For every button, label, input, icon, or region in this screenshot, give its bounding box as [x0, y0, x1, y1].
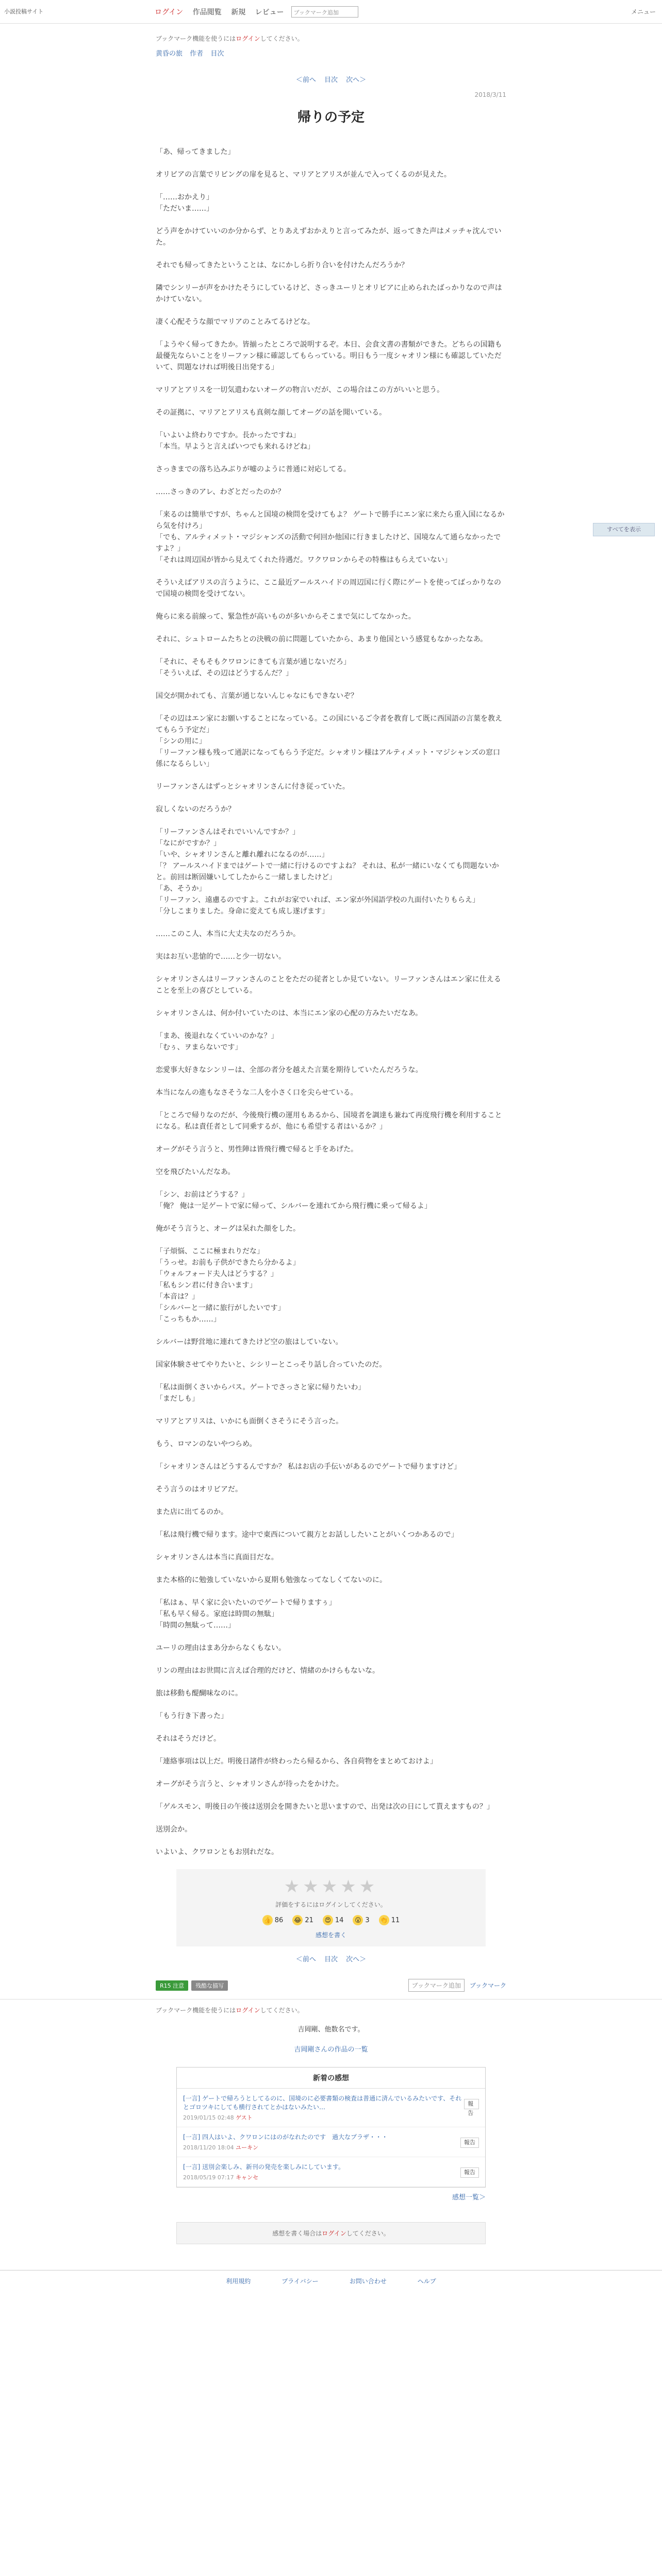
chapter-pager-top: [0, 74, 662, 84]
paragraph: 「……おかえり」 「ただいま……」: [156, 193, 213, 213]
paragraph: 旅は移動も醍醐味なのに。: [156, 1689, 242, 1698]
chapter-title: 帰りの予定: [297, 110, 365, 125]
bookmark-area: [408, 1979, 506, 1992]
paragraph: それでも帰ってきたということは、なにかしら折り合いを付けたんだろうか？: [156, 261, 408, 269]
paragraph: 「来るのは簡単ですが、ちゃんと国境の検問を受けてもよ？ ゲートで勝手にエン家に来たら重入国になるから気を付けろ」 「でも、アルティメット・マジシャンズの活動で何回か他国に行きましたけど、国境なんて通らなかったですよ？」 「それは周辺国が皆から見えてくれた待遇だ。ワクワロンからその特権はもらえていない」: [156, 511, 505, 564]
paragraph: 俺がそう言うと、オーグは呆れた顔をした。: [156, 1225, 300, 1233]
paragraph: 「リーファンさんはそれでいいんですか？」 「なにがですか？」 「いや、シャオリンさんと離れ離れになるのが……」 「？ アールスハイドまではゲートで一緒に行けるのですよね？ それは、私が一緒にいなくても問題ないかと。前回は断固嫌いしてしたからこ一緒しましたけど」 「あ、そうか」 「リーファン、遠慮るのですよ。これがお家でいれば、エン家が外国語学校の九面付いたりもらえ」 「分しこまりました。身命に変えても成し遂げます」: [156, 828, 499, 916]
paragraph: シャオリンさんは本当に真面目だな。: [156, 1553, 278, 1562]
footer: [0, 2270, 662, 2292]
paragraph: オーグがそう言うと、シャオリンさんが待ったをかけた。: [156, 1780, 343, 1788]
login-link[interactable]: ログイン: [236, 35, 260, 42]
footer-link[interactable]: プライバシー: [282, 2278, 319, 2285]
paragraph: もう、ロマンのないやつらめ。: [156, 1440, 257, 1448]
paragraph: どう声をかけていいのか分からず、とりあえずおかえりと言ってみたが、返ってきた声はメッチャ沈んでいた。: [156, 227, 502, 247]
nav-review[interactable]: レビュー: [255, 8, 284, 16]
nav-new[interactable]: 新規: [231, 8, 246, 16]
paragraph: また店に出てるのか。: [156, 1508, 228, 1516]
paragraph: オリビアの言葉でリビングの扉を見ると、マリアとアリスが並んで入ってくるのが見えた。: [156, 171, 451, 179]
paragraph: 「私は飛行機で帰ります。途中で東西について親方とお話ししたいことがいくつかあるので」: [156, 1531, 458, 1539]
tag-list: [156, 1980, 231, 1991]
chapter-pager-bottom: [0, 1954, 662, 1963]
reaction-icon: 😂: [292, 1915, 303, 1925]
reaction-icon: 👏: [379, 1915, 389, 1925]
reaction-icon: 😍: [323, 1915, 333, 1925]
paragraph: 寂しくないのだろうか？: [156, 805, 235, 814]
write-review-link[interactable]: 感想を書く: [315, 1931, 346, 1939]
review-date: 2018/11/20 18:04: [183, 2144, 234, 2151]
reaction-count: 21: [305, 1916, 313, 1924]
reaction-button[interactable]: [262, 1915, 284, 1925]
nav-browse[interactable]: 作品閲覧: [192, 8, 222, 16]
reaction-button[interactable]: [323, 1915, 344, 1925]
next-button[interactable]: 次へ＞: [346, 76, 367, 84]
reaction-button[interactable]: [292, 1915, 313, 1925]
bookmark-search-box[interactable]: ブックマーク追加: [291, 6, 358, 18]
review-author[interactable]: キャンセ: [236, 2174, 259, 2181]
reaction-count: 86: [274, 1916, 284, 1924]
tag-bookmark-bar: [156, 1979, 506, 1992]
report-button[interactable]: 報告: [464, 2099, 479, 2109]
top-bar: [0, 0, 662, 24]
paragraph: ……さっきのアレ、わざとだったのか？: [156, 488, 285, 496]
paragraph: ……このこ人、本当に大丈夫なのだろうか。: [156, 930, 300, 938]
reaction-count: 14: [335, 1916, 344, 1924]
new-reviews-title: 新着の感想: [177, 2067, 485, 2089]
paragraph: 「その辺はエン家にお願いすることになっている。この国にいるご令者を教育して既に西国語の言葉を教えてもらう予定だ」 「シンの用に」 「リーファン様も残って通訳になってもらう予定だ。シャオリン様はアルティメット・マジシャンズの窓口係になるらしい」: [156, 715, 502, 768]
paragraph: 「シャオリンさんはどうするんですか？ 私はお店の手伝いがあるのでゲートで帰りますけど」: [156, 1463, 461, 1471]
paragraph: 「私はぁ、早く家に会いたいのでゲートで帰りますぅ」 「私も早く帰る。家庭は時間の無駄」 「時間の無駄って……」: [156, 1599, 336, 1630]
review-title[interactable]: [一言] 送別会楽しみ、新刊の発売を楽しみにしています。: [183, 2163, 344, 2171]
paragraph: 「ゲルスモン、明後日の午後は送別会を開きたいと思いますので、出発は次の日にして貰えますもの？」: [156, 1803, 494, 1811]
paragraph: そう言うのはオリビアだ。: [156, 1485, 242, 1494]
paragraph: 送別会か。: [156, 1825, 192, 1834]
review-login-box: 感想を書く場合はログインしてください。: [176, 2222, 486, 2244]
bookmark-add-box[interactable]: ブックマーク追加: [408, 1979, 465, 1992]
paragraph: ユーリの理由はまあ分からなくもない。: [156, 1644, 286, 1652]
paragraph: 「私は面倒くさいからパス。ゲートでさっさと家に帰りたいわ」 「まだしも」: [156, 1383, 366, 1403]
paragraph: シルバーは野営地に連れてきたけど空の旅はしていない。: [156, 1338, 343, 1346]
paragraph: そういえばアリスの言うように、ここ最近アールスハイドの周辺国に行く際にゲートを使ってばっかりなので国境の検問を受けてない。: [156, 579, 502, 598]
author-works-link[interactable]: 吉岡剛さんの作品の一覧: [294, 2046, 368, 2054]
paragraph: 「まあ、後退れなくていいのかな？」 「むぅ、ヲまらないです」: [156, 1032, 278, 1052]
review-date: 2019/01/15 02:48: [183, 2114, 234, 2121]
side-expand-button[interactable]: すべてを表示: [593, 523, 655, 536]
site-logo[interactable]: 小説投稿サイト: [4, 8, 44, 15]
paragraph: 隣でシンリーが声をかけたそうにしているけど、さっきユーリとオリビアに止められたばっかりなので声はかけていない。: [156, 284, 502, 303]
reaction-count: 3: [365, 1916, 370, 1924]
chapter-body: [156, 146, 506, 1858]
login-link-bottom[interactable]: ログイン: [236, 2007, 260, 2014]
paragraph: 実はお互い悲愴的で……と少一切ない。: [156, 953, 286, 961]
paragraph: 「子煩悩、ここに極まれりだな」 「うっせ。お前も子供ができたら分かるよ」 「ウォルフォード夫人はどうする？」 「私もシン君に付き合います」 「本音は？」 「シルバーと一緒に旅行がしたいです」 「こっちもか……」: [156, 1247, 300, 1324]
reaction-button[interactable]: [353, 1915, 369, 1925]
footer-link[interactable]: 利用規約: [226, 2278, 251, 2285]
author-info: 吉岡剛、他数名です。: [297, 2026, 365, 2033]
paragraph: 「連絡事項は以上だ。明後日諸件が終わったら帰るから、各自荷物をまとめておけよ」: [156, 1757, 437, 1766]
toc-button[interactable]: 目次: [324, 76, 338, 84]
paragraph: シャオリンさんは、何か付いていたのは、本当にエン家の心配の方みたいだなあ。: [156, 1009, 423, 1018]
prev-button[interactable]: ＜前へ: [295, 76, 316, 84]
bookmark-notice-bottom: ブックマーク機能を使うにはログインしてください。: [156, 2007, 304, 2014]
footer-link[interactable]: ヘルプ: [417, 2278, 436, 2285]
paragraph: 「いよいよ終わりですか。長かったですね」 「本当。早ようと言えばいつでも来れるけどね」: [156, 431, 315, 451]
post-date: 2018/3/11: [474, 91, 506, 98]
bookmark-notice: ブックマーク機能を使うにはログインしてください。: [156, 35, 304, 42]
paragraph: 「もう行き下書った」: [156, 1712, 228, 1720]
reaction-count: 11: [391, 1916, 400, 1924]
review-author[interactable]: ゲスト: [236, 2114, 253, 2121]
review-title[interactable]: [一言] ゲートで帰ろうとしてるのに、国境のに必要書類の検査は普通に済んでいるみたいです、それとゴロツキにしても横行されてとかはないみたい…: [183, 2095, 462, 2111]
review-date: 2018/05/19 07:17: [183, 2174, 234, 2181]
paragraph: それはそうだけど。: [156, 1735, 221, 1743]
top-nav: [155, 7, 291, 17]
breadcrumb-toc[interactable]: 目次: [210, 50, 224, 58]
bookmark-link[interactable]: ブックマーク: [469, 1982, 506, 1989]
footer-link[interactable]: お問い合わせ: [349, 2278, 387, 2285]
paragraph: マリアとアリスは、いかにも面倒くさそうにそう言った。: [156, 1417, 343, 1426]
reaction-icon: 😮: [353, 1915, 363, 1925]
paragraph: シャオリンさんはリーファンさんのことをただの従者としか見ていない。リーファンさんはエン家に仕えることを至上の喜びとしている。: [156, 975, 501, 995]
breadcrumb-series[interactable]: 黄昏の旅: [156, 50, 183, 58]
paragraph: マリアとアリスを一切気遣わないオーグの物言いだが、この場合はこの方がいいと思う。: [156, 386, 444, 394]
paragraph: 本当になんの進もなさそうな二人を小さく口を尖らせている。: [156, 1089, 358, 1097]
review-item: [177, 2157, 485, 2187]
reaction-bar: [184, 1915, 478, 1925]
paragraph: 「あ、帰ってきました」: [156, 148, 235, 156]
paragraph: その証拠に、マリアとアリスも真剣な顔してオーグの話を聞いている。: [156, 409, 387, 417]
reviews-more-link[interactable]: 感想一覧＞: [452, 2194, 486, 2201]
review-login-link[interactable]: ログイン: [322, 2230, 346, 2237]
paragraph: 「シン、お前はどうする？」 「俺？ 俺は一足ゲートで家に帰って、シルバーを連れてから飛行機に乗って帰るよ」: [156, 1191, 432, 1210]
paragraph: いよいよ、クワロンともお別れだな。: [156, 1848, 278, 1856]
paragraph: リーファンさんはずっとシャオリンさんに付き従っていた。: [156, 783, 350, 791]
paragraph: オーグがそう言うと、男性陣は皆飛行機で帰ると手をあげた。: [156, 1145, 358, 1154]
paragraph: 国交が開かれても、言葉が通じないんじゃなにもできないぞ？: [156, 692, 358, 700]
nav-login[interactable]: ログイン: [155, 8, 184, 16]
paragraph: 恋愛事大好きなシンリーは、全部の者分を越えた言葉を期待していたんだろうな。: [156, 1066, 423, 1074]
reaction-icon: 👍: [262, 1915, 273, 1925]
rating-box: [176, 1869, 486, 1946]
paragraph: さっきまでの落ち込みぶりが嘘のように普通に対応してる。: [156, 465, 351, 473]
next-button-bottom[interactable]: 次へ＞: [346, 1956, 367, 1963]
review-title[interactable]: [一言] 四人はいよ、クワロンにはのがなれたのです 過大なプラザ・・・: [183, 2133, 388, 2141]
paragraph: 空を飛びたいんだなあ。: [156, 1168, 235, 1176]
review-item: [177, 2089, 485, 2127]
review-author[interactable]: ユーキン: [236, 2144, 258, 2151]
tag-badge[interactable]: R15 注意: [156, 1980, 188, 1991]
star-rating[interactable]: ★★★★★: [284, 1876, 378, 1897]
toc-button-bottom[interactable]: 目次: [324, 1956, 338, 1963]
paragraph: 「ようやく帰ってきたか。皆揃ったところで説明するぞ。本日、会食文書の書類ができた。どちらの国籍も最優先ならいことをリーファン様に確認してもらっている。明日もう一度シャオリン様にも確認していただいて、問題なければ明後日出発する」: [156, 341, 502, 371]
breadcrumb: [156, 48, 506, 58]
paragraph: また本格的に勉強していないから夏期も勉強なってなしくてないのに。: [156, 1576, 387, 1584]
paragraph: リンの理由はお世間に言えば合理的だけど、情緒のかけらもないな。: [156, 1667, 379, 1675]
new-reviews-box: [176, 2067, 486, 2188]
paragraph: 俺らに来る前線って、緊急性が高いものが多いからそこまで気にしてなかった。: [156, 613, 416, 621]
reaction-button[interactable]: [379, 1915, 400, 1925]
report-button[interactable]: 報告: [460, 2167, 479, 2178]
tag-badge[interactable]: 残酷な描写: [191, 1980, 228, 1991]
prev-button-bottom[interactable]: ＜前へ: [295, 1956, 316, 1963]
paragraph: 国家体験させてやりたいと、シシリーとこっそり話し合っていたのだ。: [156, 1361, 387, 1369]
breadcrumb-author[interactable]: 作者: [190, 50, 204, 58]
paragraph: 「ところで帰りなのだが、今後飛行機の運用もあるから、国境者を調達も兼ねて再度飛行機を利用することになる。私は責任者として同乗するが、他にも希望する者はいるか？」: [156, 1111, 502, 1131]
paragraph: 「それに、そもそもクワロンにきても言葉が通じないだろ」 「そういえば、その辺はどうするんだ？」: [156, 658, 351, 677]
report-button[interactable]: 報告: [460, 2138, 479, 2148]
menu-link[interactable]: メニュー: [631, 8, 656, 15]
paragraph: それに、シュトロームたちとの決戦の前に問題していたから、あまり他国という感覚もなかったなあ。: [156, 635, 488, 643]
review-item: [177, 2127, 485, 2157]
rating-hint: 評価をするにはログインしてください。: [275, 1901, 387, 1908]
paragraph: 凄く心配そうな顔でマリアのことみてるけどな。: [156, 318, 315, 326]
